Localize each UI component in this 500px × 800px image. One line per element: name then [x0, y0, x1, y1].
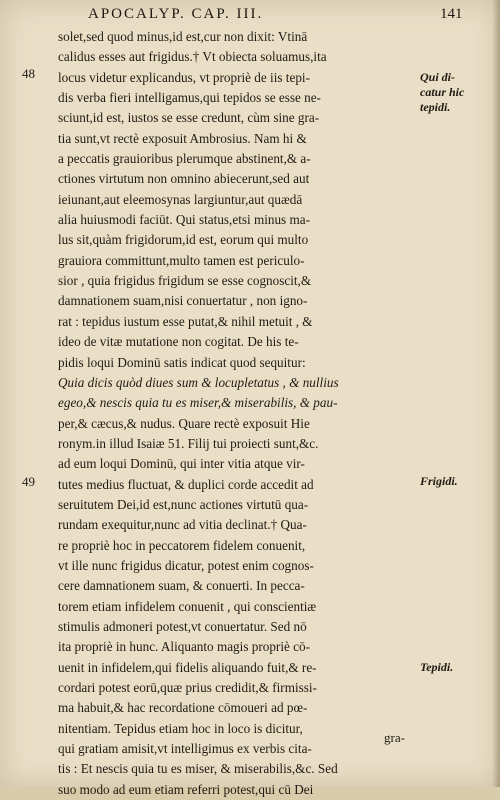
- text-line: tis : Et nescis quia tu es miser, & miserabilis,&c. Sed: [58, 761, 338, 777]
- page-number: 141: [440, 6, 463, 22]
- text-line: solet,sed quod minus,id est,cur non dixit: Vtinā: [58, 29, 308, 44]
- text-line: ideo de vitæ mutatione non cogitat. De his te-: [58, 334, 299, 350]
- text-line: grauiora committunt,multo tamen est periculo-: [58, 252, 305, 268]
- text-line: pidis loqui Dominū satis indicat quod sequitur:: [58, 354, 306, 370]
- text-line: uenit in infidelem,qui fidelis aliquando fuit,& re-: [58, 659, 317, 675]
- text-line: ctiones virtutum non omnino abiecerunt,sed aut: [58, 171, 310, 187]
- text-line: qui gratiam amisit,vt intelligimus ex verbis cita-: [58, 741, 312, 757]
- text-line: ma habuit,& hac recordatione cōmoueri ad pœ-: [58, 700, 308, 716]
- text-line: locus videtur explicandus, vt propriè de iis tepi-: [58, 69, 310, 85]
- margin-note-tepidi-2: Tepidi.: [420, 660, 454, 674]
- text-line: sciunt,id est, iustos se esse credunt, cùm sine gra-: [58, 110, 320, 126]
- margin-section-number: 49: [22, 474, 35, 489]
- body-text: [58, 27, 416, 800]
- text-line: rundam exequitur,nunc ad vitia declinat.† Qua-: [58, 517, 307, 533]
- text-line: vt ille nunc frigidus dicatur, potest enim cognos-: [58, 557, 314, 573]
- text-line: ronym.in illud Isaiæ 51. Filij tui proiecti sunt,&c.: [58, 435, 319, 451]
- text-line: per,& cæcus,& nudus. Quare rectè exposuit Hie: [58, 415, 310, 431]
- text-line-quotation: Quia dicis quòd diues sum & locupletatus , & nullius: [58, 374, 339, 390]
- text-line: cordari potest eorū,quæ prius credidit,& firmissi-: [58, 680, 317, 695]
- text-line: tia sunt,vt rectè exposuit Ambrosius. Nam hi &: [58, 130, 307, 146]
- catchword: gra-: [384, 730, 405, 745]
- margin-section-number: 48: [22, 66, 35, 81]
- text-line: ieiunant,aut eleemosynas largiuntur,aut quædā: [58, 191, 303, 207]
- text-line-quotation: egeo,& nescis quia tu es miser,& miserabilis, & pau-: [58, 395, 338, 411]
- text-line: damnationem suam,nisi conuertatur , non igno-: [58, 293, 308, 309]
- margin-note-frigidi: Frigidi.: [420, 474, 458, 488]
- text-line: dis verba fieri intelligamus,qui tepidos se esse ne-: [58, 90, 321, 106]
- text-line: tutes medius fluctuat, & duplici corde accedit ad: [58, 476, 314, 492]
- text-line: nitentiam. Tepidus etiam hoc in loco is dicitur,: [58, 720, 303, 736]
- running-title: APOCALYP. CAP. III.: [88, 6, 264, 22]
- page-edge-shadow: [492, 0, 500, 787]
- text-line: torem etiam infidelem conuenit , qui conscientiæ: [58, 598, 317, 614]
- text-line: calidus esses aut frigidus.† Vt obiecta soluamus,ita: [58, 49, 327, 65]
- text-line: re propriè hoc in peccatorem fidelem conuenit,: [58, 537, 306, 553]
- text-line: ita propriè in hunc. Aliquanto magis propriè cō-: [58, 639, 310, 655]
- margin-note-tepidi: Qui di- catur hic tepidi.: [420, 70, 465, 114]
- text-line: lus sit,quàm frigidorum,id est, eorum qui multo: [58, 232, 309, 248]
- text-line: ad eum loqui Dominū, qui inter vitia atque vir-: [58, 456, 305, 472]
- text-line: cere damnationem suam, & conuerti. In pecca-: [58, 578, 305, 594]
- text-line: suo modo ad eum etiam referri potest,qui cū Dei: [58, 781, 314, 797]
- text-line: stimulis admoneri potest,vt conuertatur. Sed nō: [58, 618, 307, 634]
- text-line: a peccatis grauioribus plerumque abstinent,& a-: [58, 151, 311, 167]
- text-line: seruitutem Dei,id est,nunc actiones virtutū qua-: [58, 496, 309, 512]
- text-line: alia huiusmodi faciūt. Qui status,etsi minus ma-: [58, 212, 310, 228]
- text-line: rat : tepidus iustum esse putat,& nihil metuit , &: [58, 313, 313, 329]
- text-line: sior , quia frigidus frigidum se esse cognoscit,&: [58, 273, 312, 289]
